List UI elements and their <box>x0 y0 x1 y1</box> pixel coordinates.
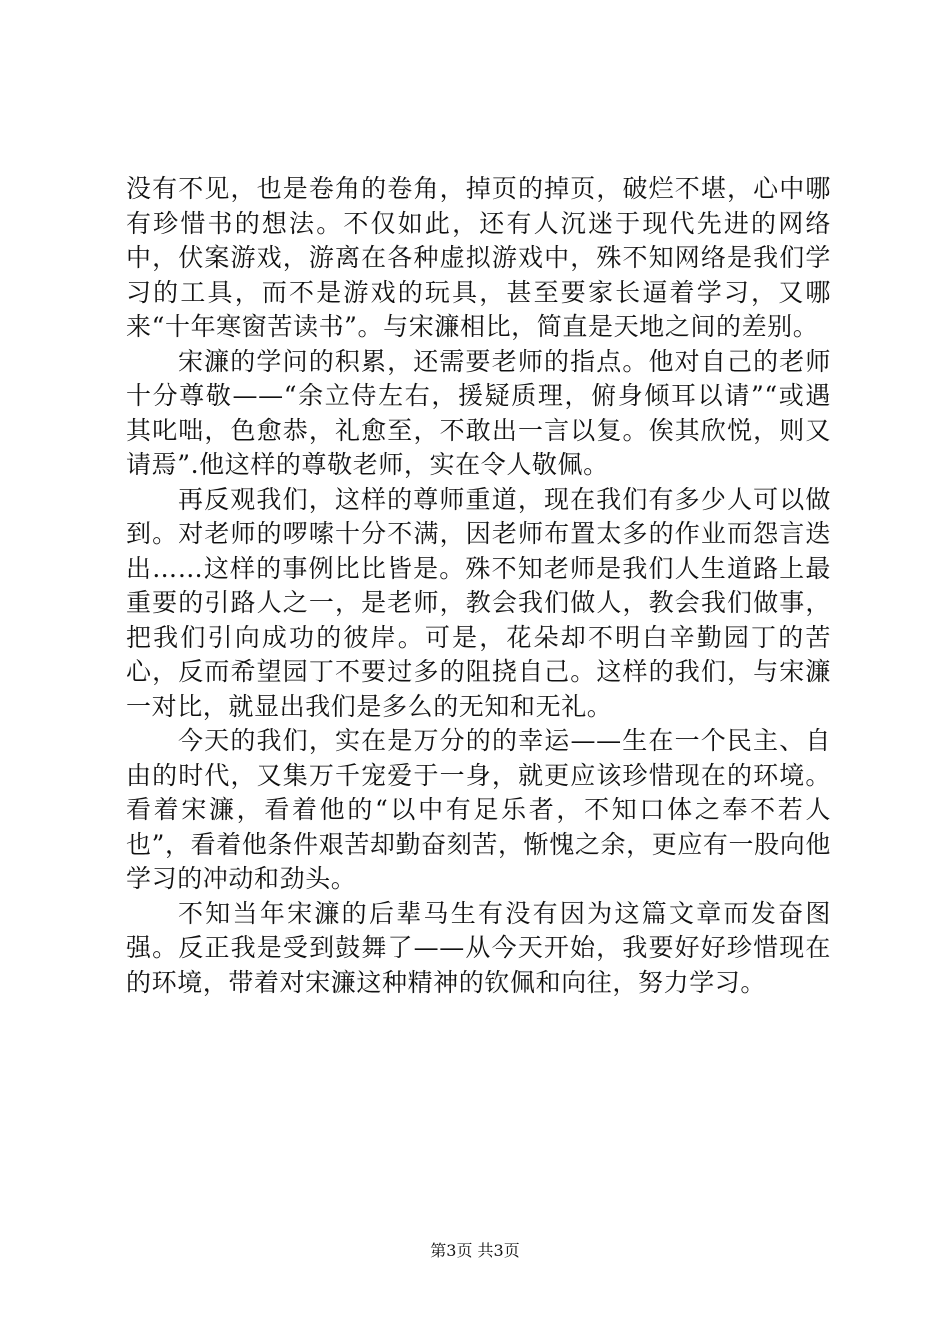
paragraph-2: 宋濂的学问的积累，还需要老师的指点。他对自己的老师十分尊敬——“余立侍左右，援疑质理，俯身倾耳以请”“或遇其叱咄，色愈恭，礼愈至，不敢出一言以复。俟其欣悦，则又请焉”.他这样的尊敬老师，实在令人敬佩。 <box>126 346 831 479</box>
paragraph-5: 不知当年宋濂的后辈马生有没有因为这篇文章而发奋图强。反正我是受到鼓舞了——从今天开始，我要好好珍惜现在的环境，带着对宋濂这种精神的钦佩和向往，努力学习。 <box>126 898 831 997</box>
paragraph-4: 今天的我们，实在是万分的的幸运——生在一个民主、自由的时代，又集万千宠爱于一身，就更应该珍惜现在的环境。看着宋濂，看着他的“以中有足乐者，不知口体之奉不若人也”，看着他条件艰苦却勤奋刻苦，惭愧之余，更应有一股向他学习的冲动和劲头。 <box>126 726 831 893</box>
page-footer: 第3页 共3页 <box>430 1241 520 1260</box>
paragraph-3: 再反观我们，这样的尊师重道，现在我们有多少人可以做到。对老师的啰嗦十分不满，因老师布置太多的作业而怨言迭出……这样的事例比比皆是。殊不知老师是我们人生道路上最重要的引路人之一，是老师，教会我们做人，教会我们做事，把我们引向成功的彼岸。可是，花朵却不明白辛勤园丁的苦心，反而希望园丁不要过多的阻挠自己。这样的我们，与宋濂一对比，就显出我们是多么的无知和无礼。 <box>126 484 831 721</box>
paragraph-1: 没有不见，也是卷角的卷角，掉页的掉页，破烂不堪，心中哪有珍惜书的想法。不仅如此，还有人沉迷于现代先进的网络中，伏案游戏，游离在各种虚拟游戏中，殊不知网络是我们学习的工具，而不是游戏的玩具，甚至要家长逼着学习，又哪来“十年寒窗苦读书”。与宋濂相比，简直是天地之间的差别。 <box>126 174 831 341</box>
document-body <box>126 172 831 1000</box>
